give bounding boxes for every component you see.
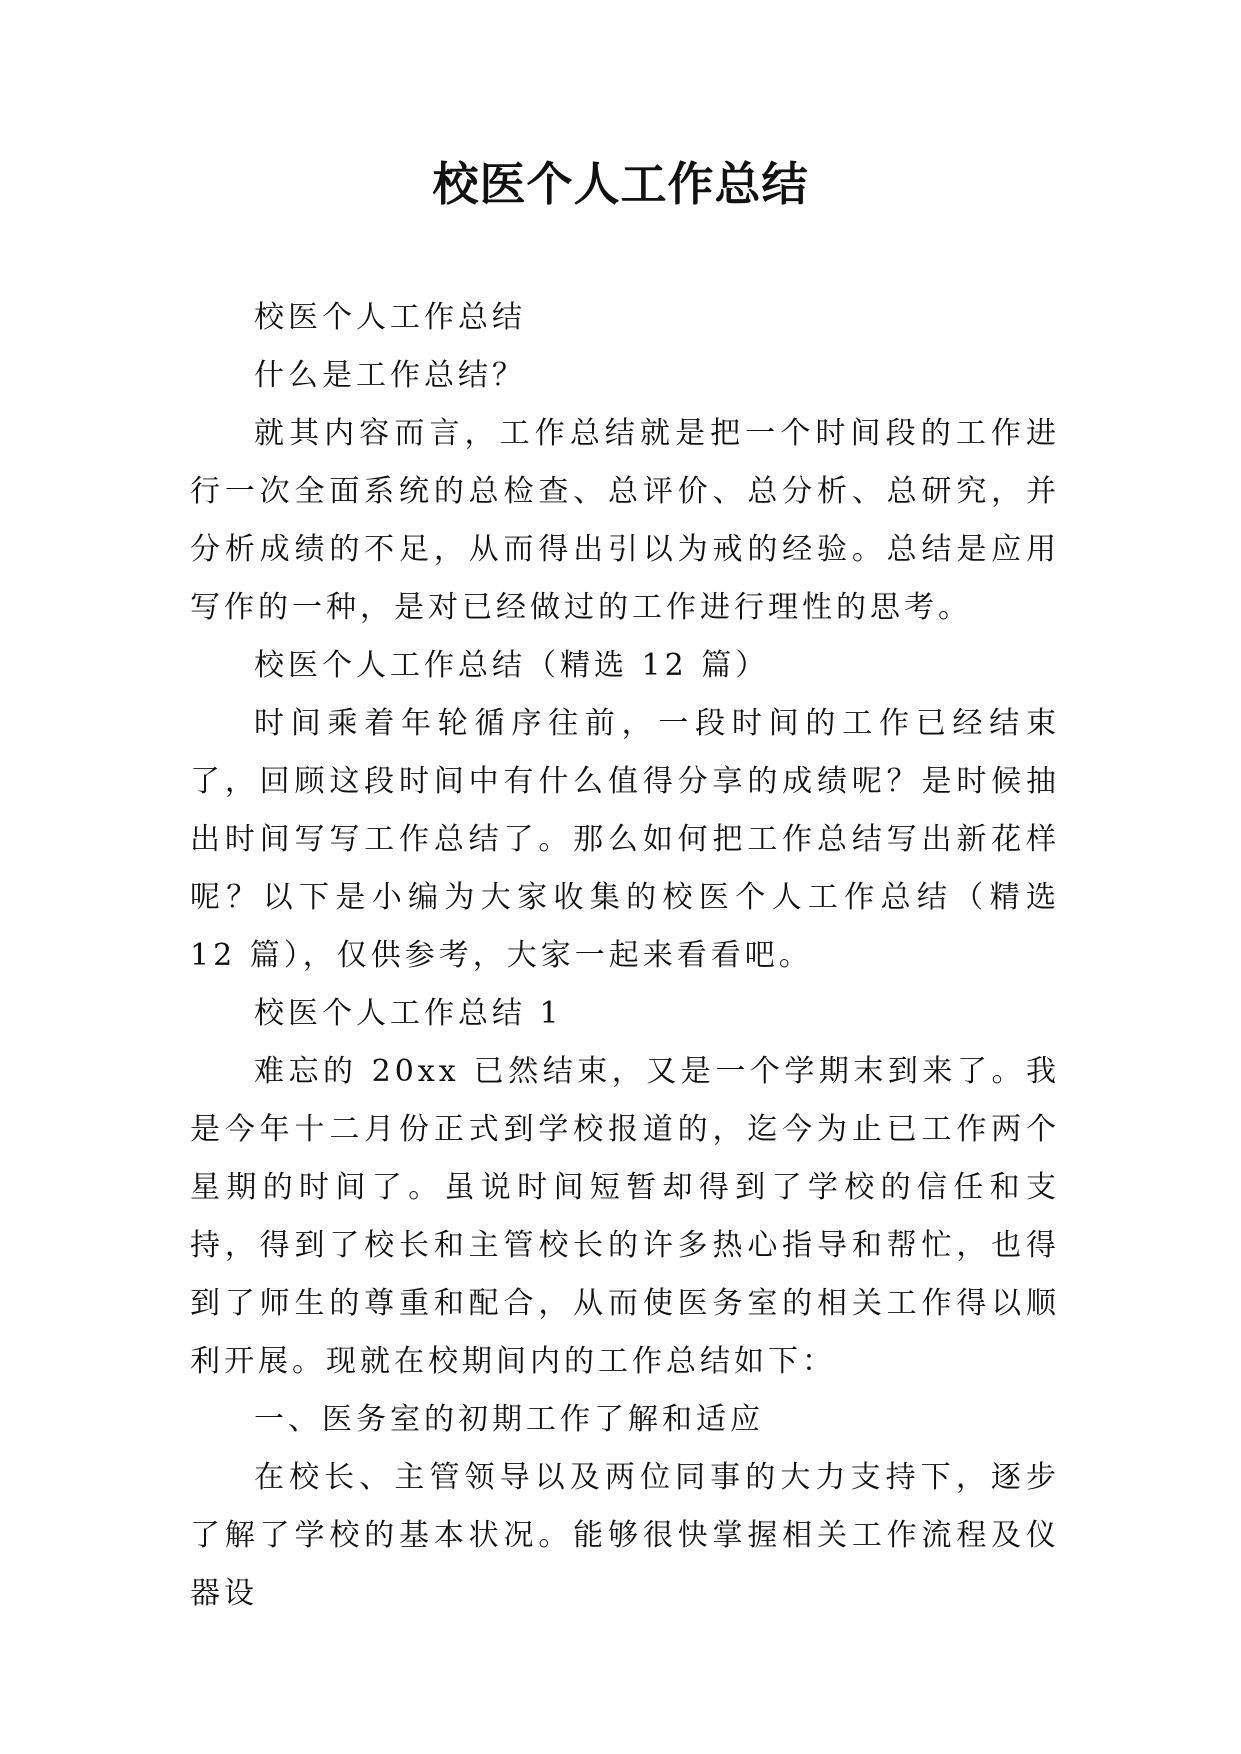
paragraph-subheading-1-body: 在校长、主管领导以及两位同事的大力支持下，逐步了解了学校的基本状况。能够很快掌握相关工作流程及仪器设 [190, 1460, 1060, 1611]
paragraph-heading: 校医个人工作总结 [254, 300, 526, 335]
paragraph-subheading-1: 一、医务室的初期工作了解和适应 [254, 1402, 764, 1437]
paragraph-definition: 就其内容而言，工作总结就是把一个时间段的工作进行一次全面系统的总检查、总评价、总分析、总研究，并分析成绩的不足，从而得出引以为戒的经验。总结是应用写作的一种，是对已经做过的工作进行理性的思考。 [190, 416, 1060, 625]
paragraph-collection-title: 校医个人工作总结（精选 12 篇） [254, 648, 770, 683]
document-title: 校医个人工作总结 [432, 157, 809, 211]
paragraph-summary-opening: 难忘的 20xx 已然结束，又是一个学期末到来了。我是今年十二月份正式到学校报道的，迄今为止已工作两个星期的时间了。虽说时间短暂却得到了学校的信任和支持，得到了校长和主管校长的许多热心指导和帮忙，也得到了师生的尊重和配合，从而使医务室的相关工作得以顺利开展。现就在校期间内的工作总结如下： [190, 1054, 1060, 1379]
paragraph-intro: 时间乘着年轮循序往前，一段时间的工作已经结束了，回顾这段时间中有什么值得分享的成绩呢？是时候抽出时间写写工作总结了。那么如何把工作总结写出新花样呢？以下是小编为大家收集的校医个人工作总结（精选 12 篇），仅供参考，大家一起来看看吧。 [190, 706, 1060, 973]
paragraph-section-title-1: 校医个人工作总结 1 [254, 996, 563, 1031]
document-body [190, 289, 1060, 1623]
paragraph-question: 什么是工作总结？ [254, 358, 526, 393]
